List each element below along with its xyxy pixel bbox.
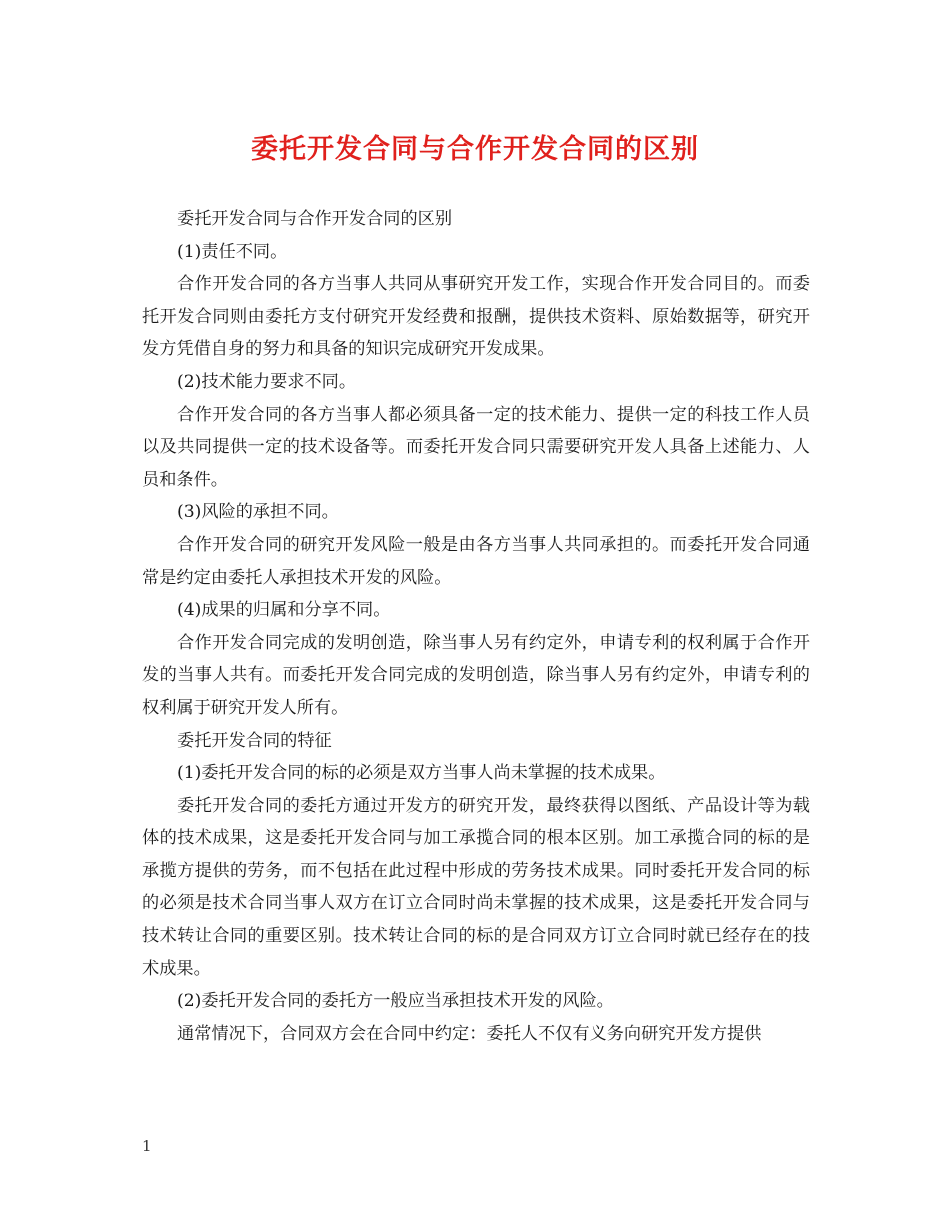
page-number: 1 <box>142 1137 152 1155</box>
paragraph: 合作开发合同的各方当事人都必须具备一定的技术能力、提供一定的科技工作人员以及共同提供一定的技术设备等。而委托开发合同只需要研究开发人具备上述能力、人员和条件。 <box>142 404 810 490</box>
paragraph: (3)风险的承担不同。 <box>177 502 339 523</box>
paragraph: (1)委托开发合同的标的必须是双方当事人尚未掌握的技术成果。 <box>177 763 666 784</box>
paragraph: (1)责任不同。 <box>177 241 288 262</box>
paragraph: 委托开发合同与合作开发合同的区别 <box>177 209 453 229</box>
paragraph: 合作开发合同完成的发明创造，除当事人另有约定外，申请专利的权利属于合作开发的当事人共有。而委托开发合同完成的发明创造，除当事人另有约定外，申请专利的权利属于研究开发人所有。 <box>142 632 810 718</box>
paragraph: (4)成果的归属和分享不同。 <box>177 600 391 621</box>
paragraph: (2)委托开发合同的委托方一般应当承担技术开发的风险。 <box>177 991 614 1012</box>
document-body <box>142 203 810 1050</box>
paragraph: 合作开发合同的各方当事人共同从事研究开发工作，实现合作开发合同目的。而委托开发合同则由委托方支付研究开发经费和报酬，提供技术资料、原始数据等，研究开发方凭借自身的努力和具备的知识完成研究开发成果。 <box>142 274 810 360</box>
paragraph: 合作开发合同的研究开发风险一般是由各方当事人共同承担的。而委托开发合同通常是约定由委托人承担技术开发的风险。 <box>142 534 810 588</box>
paragraph: 委托开发合同的委托方通过开发方的研究开发，最终获得以图纸、产品设计等为载体的技术成果，这是委托开发合同与加工承揽合同的根本区别。加工承揽合同的标的是承揽方提供的劳务，而不包括在此过程中形成的劳务技术成果。同时委托开发合同的标的必须是技术合同当事人双方在订立合同时尚未掌握的技术成果，这是委托开发合同与技术转让合同的重要区别。技术转让合同的标的是合同双方订立合同时就已经存在的技术成果。 <box>142 795 810 979</box>
paragraph: (2)技术能力要求不同。 <box>177 371 357 392</box>
paragraph: 委托开发合同的特征 <box>177 730 332 751</box>
document-title: 委托开发合同与合作开发合同的区别 <box>251 134 699 165</box>
paragraph: 通常情况下，合同双方会在合同中约定：委托人不仅有义务向研究开发方提供 <box>177 1023 762 1044</box>
